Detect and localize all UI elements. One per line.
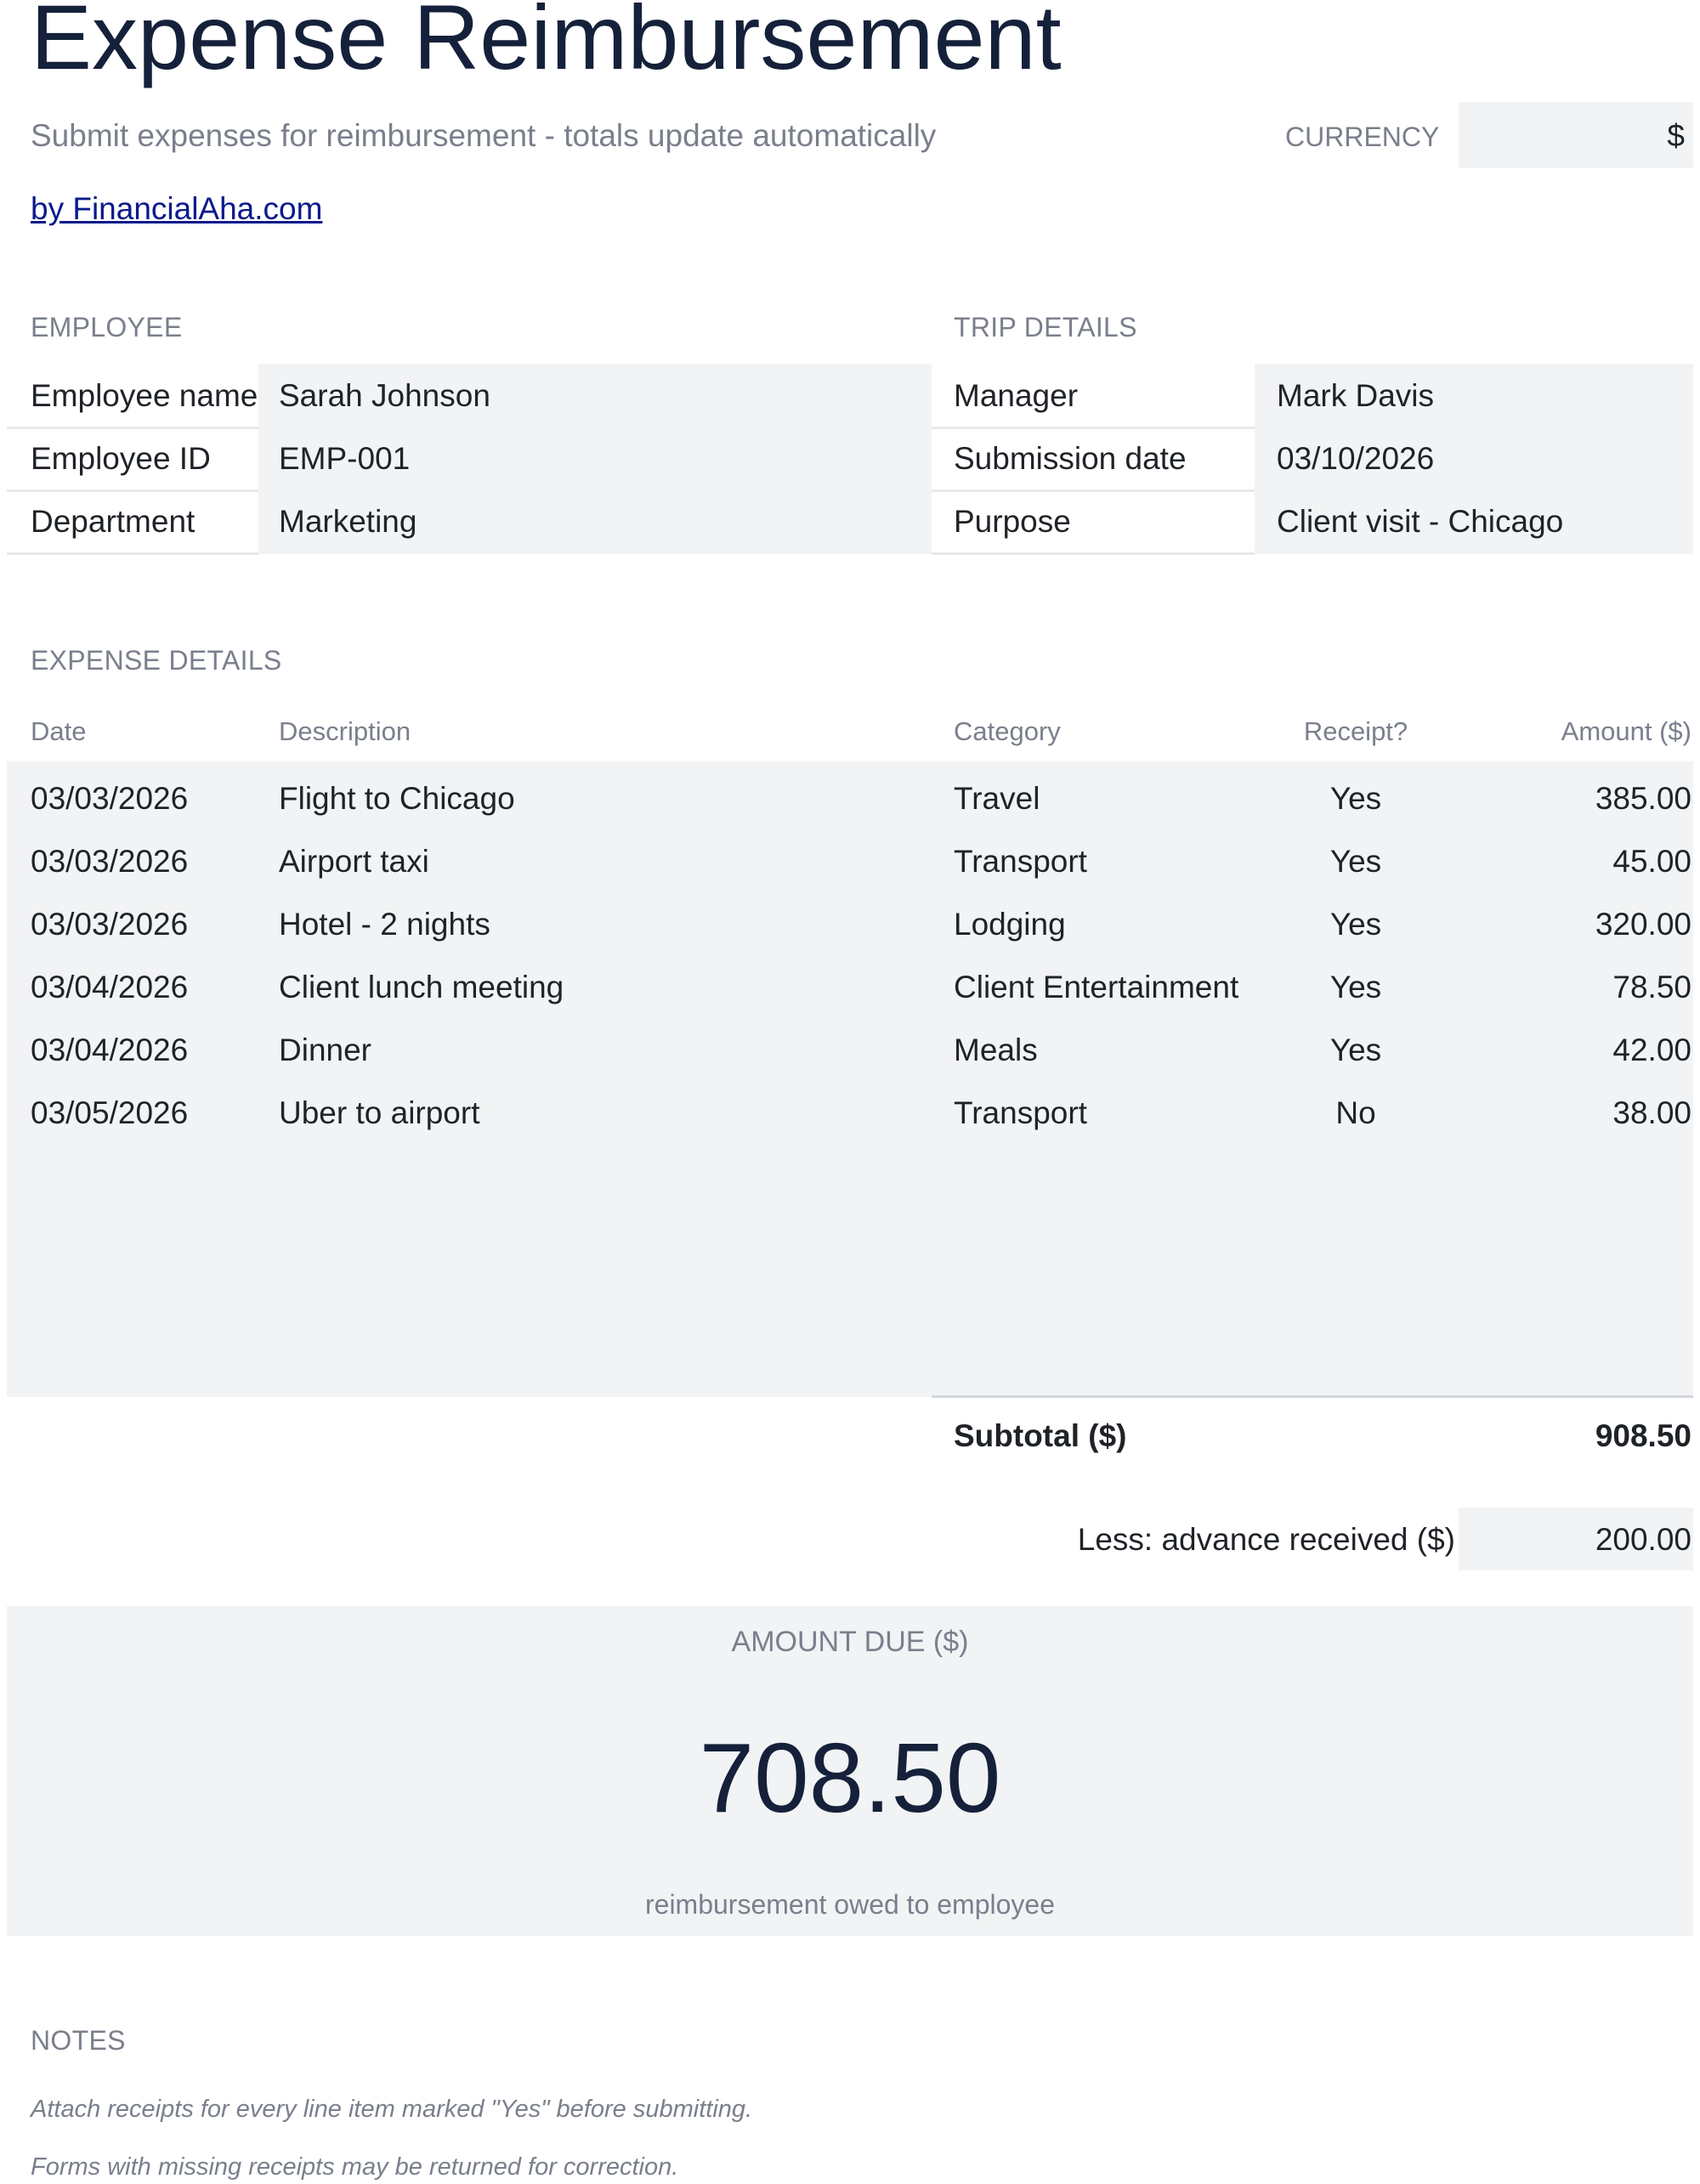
advance-label: Less: advance received ($) [1077,1522,1455,1557]
expense-receipt[interactable]: Yes [1329,1033,1382,1067]
expense-amount[interactable]: 78.50 [1612,970,1692,1004]
subtotal-label: Subtotal ($) [954,1418,1127,1453]
expense-description[interactable]: Flight to Chicago [279,781,515,816]
amount-due-caption: reimbursement owed to employee [644,1889,1055,1920]
subtotal-value: 908.50 [1595,1418,1692,1453]
row-divider [932,427,1255,429]
purpose-label: Purpose [954,504,1071,539]
amount-due-panel [7,1606,1693,1936]
employee-id-field[interactable]: EMP-001 [279,441,411,476]
expense-amount[interactable]: 38.00 [1612,1095,1692,1130]
currency-label: CURRENCY [1285,122,1440,152]
expense-description[interactable]: Dinner [279,1033,371,1067]
expense-receipt[interactable]: Yes [1329,844,1382,879]
purpose-field[interactable]: Client visit - Chicago [1277,504,1564,539]
column-header-amount: Amount ($) [1561,716,1692,746]
submission-date-label: Submission date [954,441,1187,476]
row-divider [7,427,258,429]
manager-field[interactable]: Mark Davis [1277,378,1435,413]
employee-id-label: Employee ID [31,441,211,476]
amount-due-value: 708.50 [699,1723,1001,1833]
advance-value: 200.00 [1595,1522,1692,1557]
expense-description[interactable]: Client lunch meeting [279,970,564,1004]
department-field[interactable]: Marketing [279,504,417,539]
expense-date[interactable]: 03/04/2026 [31,970,189,1004]
expense-receipt[interactable]: Yes [1329,907,1382,942]
column-header-description: Description [279,716,411,746]
column-header-date: Date [31,716,87,746]
note-line: Forms with missing receipts may be returned for correction. [31,2153,679,2181]
expense-date[interactable]: 03/03/2026 [31,781,189,816]
expense-category[interactable]: Meals [954,1033,1038,1067]
subtotal-divider [932,1395,1693,1398]
expense-amount[interactable]: 385.00 [1595,781,1692,816]
row-divider [932,489,1255,492]
row-divider [932,552,1255,555]
expense-amount[interactable]: 42.00 [1612,1033,1692,1067]
expense-description[interactable]: Hotel - 2 nights [279,907,490,942]
note-line: Attach receipts for every line item marked "Yes" before submitting. [31,2096,753,2123]
employee-section-title: EMPLOYEE [31,312,183,342]
expense-category[interactable]: Transport [954,1095,1087,1130]
expense-receipt[interactable]: Yes [1329,781,1382,816]
expense-category[interactable]: Client Entertainment [954,970,1239,1004]
expense-description[interactable]: Uber to airport [279,1095,480,1130]
expense-description[interactable]: Airport taxi [279,844,429,879]
page-subtitle: Submit expenses for reimbursement - totals update automatically [31,118,937,153]
expense-date[interactable]: 03/05/2026 [31,1095,189,1130]
submission-date-field[interactable]: 03/10/2026 [1277,441,1435,476]
employee-name-label: Employee name [31,378,258,413]
amount-due-label: AMOUNT DUE ($) [731,1626,969,1658]
expense-category[interactable]: Transport [954,844,1087,879]
expense-receipt[interactable]: No [1335,1095,1376,1130]
expense-receipt[interactable]: Yes [1329,970,1382,1004]
expense-section-title: EXPENSE DETAILS [31,645,282,676]
expense-date[interactable]: 03/04/2026 [31,1033,189,1067]
column-header-receipt: Receipt? [1303,716,1408,746]
currency-value: $ [1667,118,1685,153]
page-title: Expense Reimbursement [31,0,1062,88]
expense-date[interactable]: 03/03/2026 [31,907,189,942]
expense-category[interactable]: Travel [954,781,1040,816]
expense-category[interactable]: Lodging [954,907,1066,942]
expense-amount[interactable]: 45.00 [1612,844,1692,879]
trip-section-title: TRIP DETAILS [954,312,1137,342]
expense-date[interactable]: 03/03/2026 [31,844,189,879]
financialaha-link[interactable]: by FinancialAha.com [31,191,323,226]
department-label: Department [31,504,196,539]
expense-amount[interactable]: 320.00 [1595,907,1692,942]
row-divider [7,552,258,555]
currency-field[interactable] [1459,102,1693,168]
manager-label: Manager [954,378,1079,413]
notes-section-title: NOTES [31,2025,126,2056]
row-divider [7,489,258,492]
employee-name-field[interactable]: Sarah Johnson [279,378,490,413]
column-header-category: Category [954,716,1061,746]
